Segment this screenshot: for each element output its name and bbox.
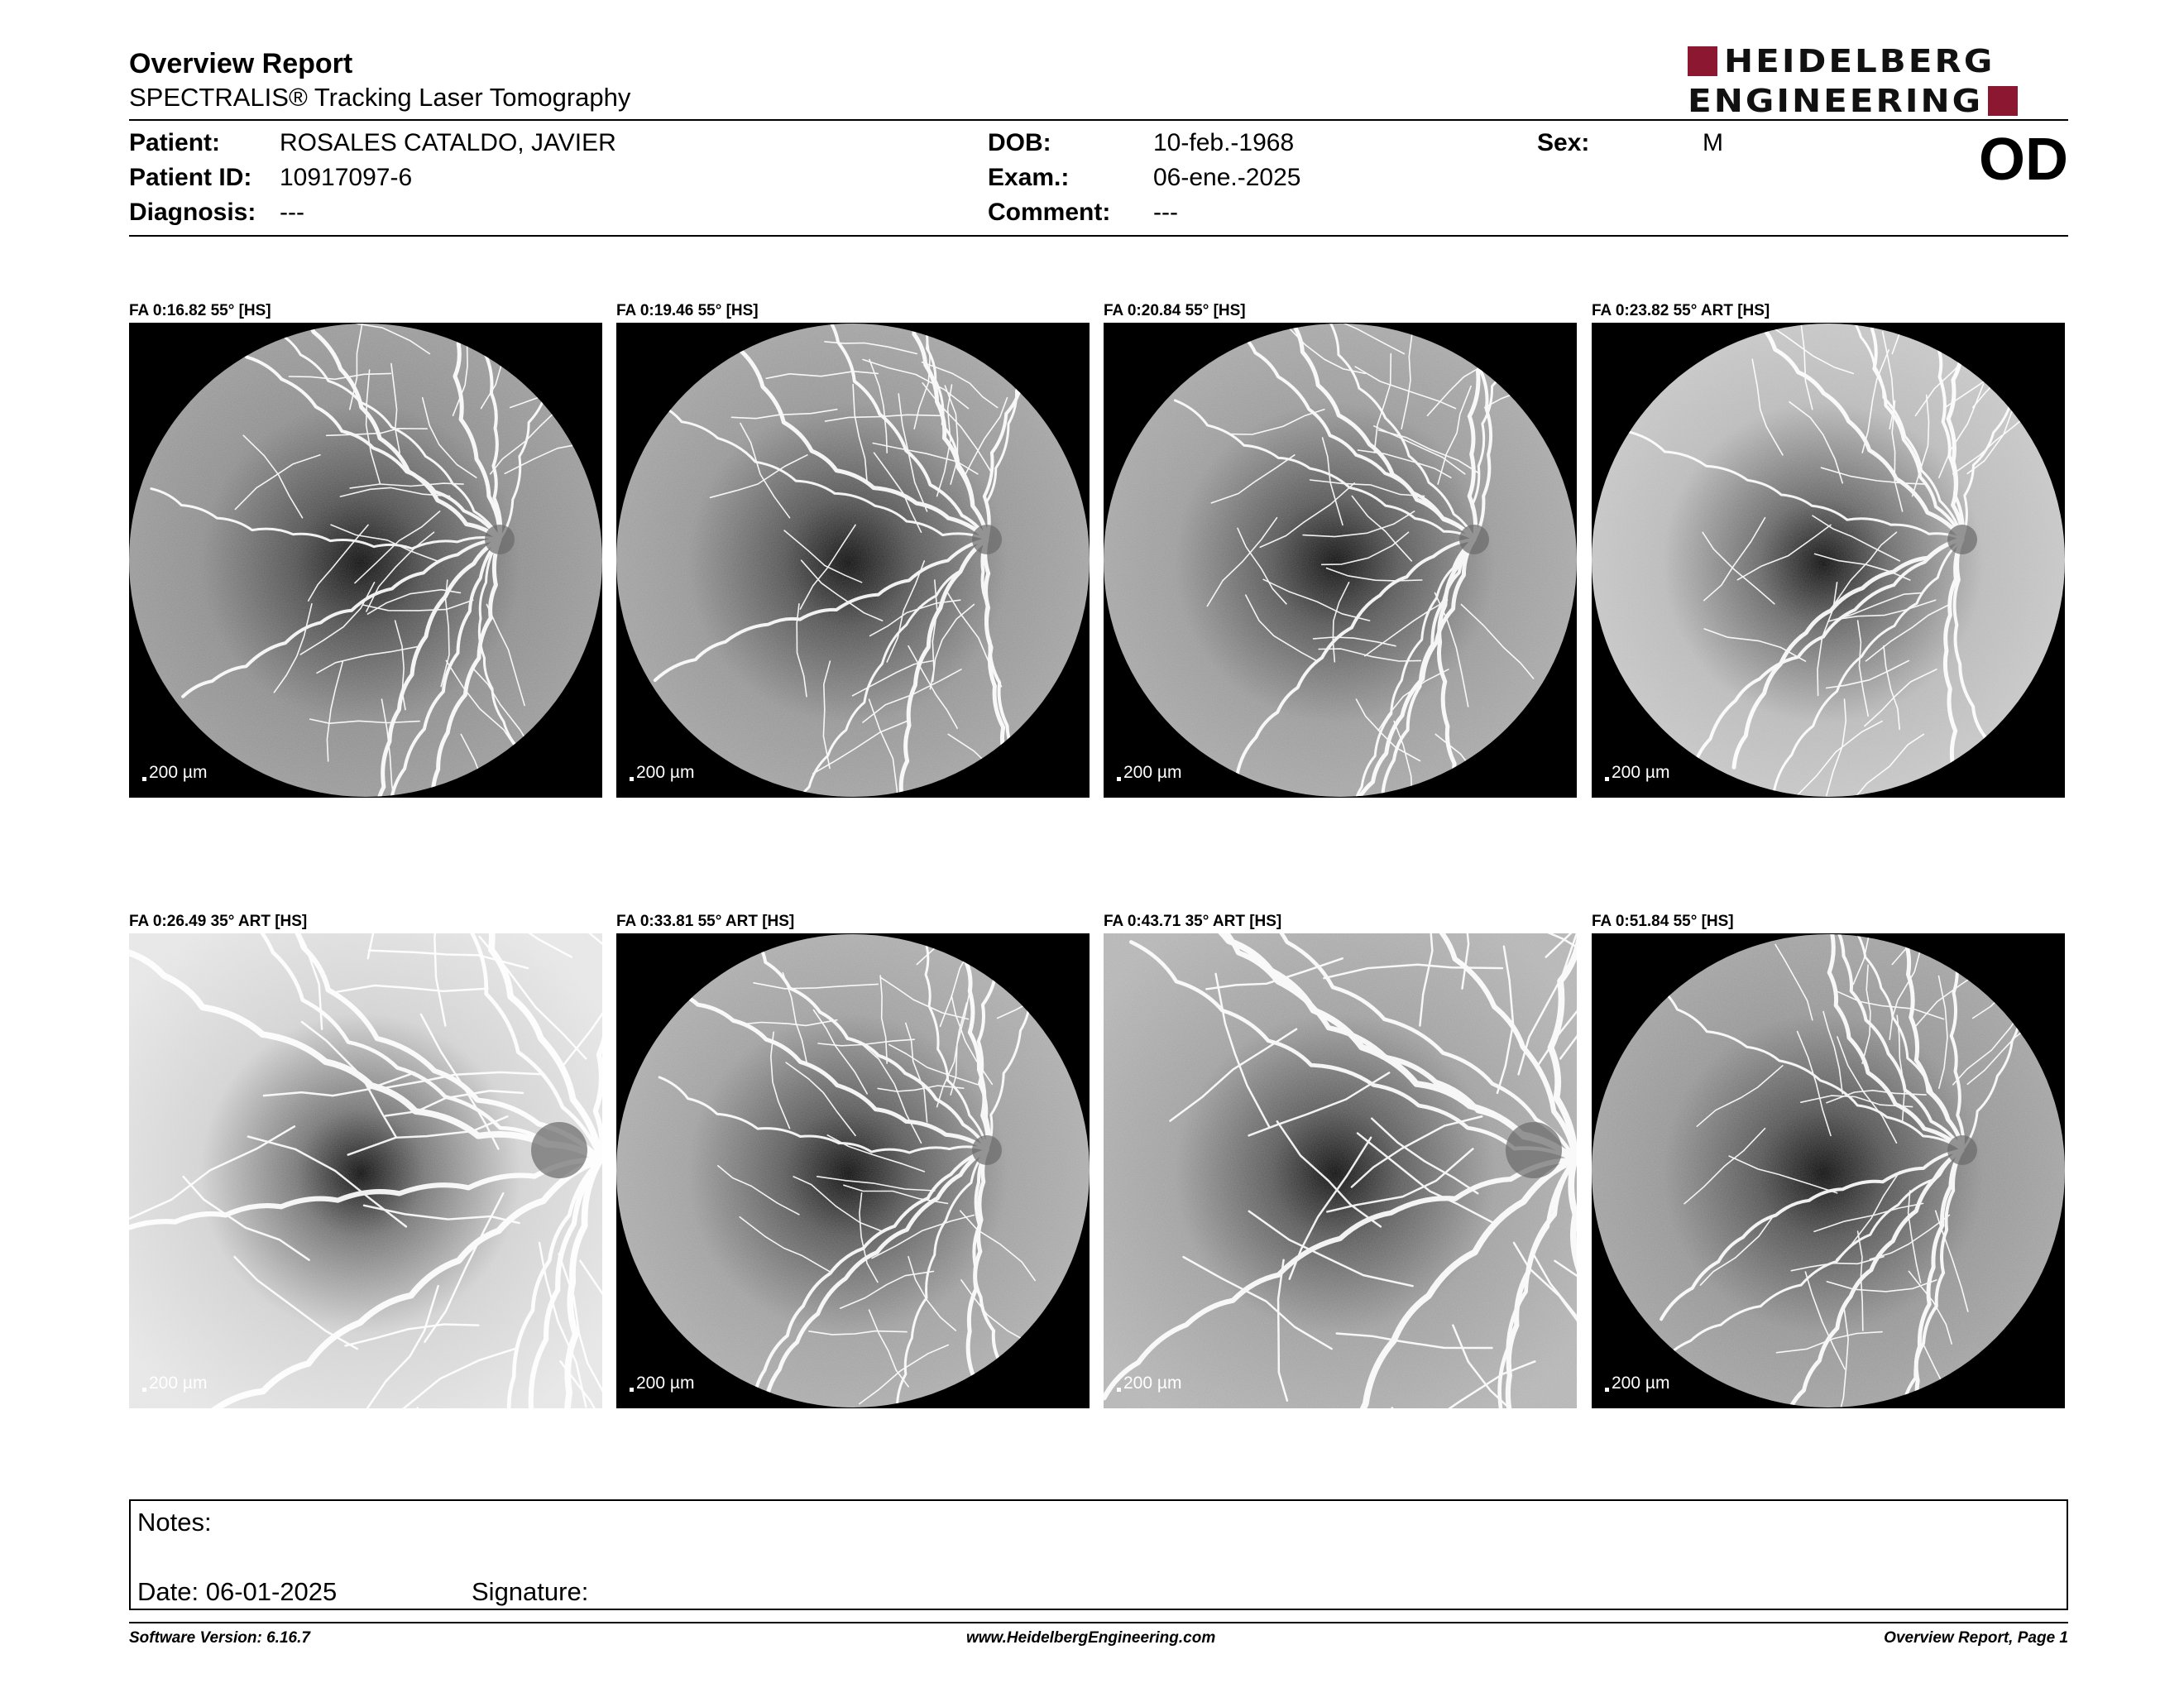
fundus-angiogram-image[interactable] <box>1592 323 2065 798</box>
signature-label: Signature: <box>472 1577 589 1606</box>
image-label: FA 0:51.84 55° [HS] <box>1592 913 1734 930</box>
website-link[interactable]: www.HeidelbergEngineering.com <box>966 1629 1216 1647</box>
dob-value: 10-feb.-1968 <box>1153 129 1295 156</box>
image-label: FA 0:23.82 55° ART [HS] <box>1592 302 1770 319</box>
scale-bar-label: 200 µm <box>1123 763 1182 782</box>
fundus-angiogram-image[interactable] <box>1592 933 2065 1408</box>
heidelberg-logo <box>1688 42 2070 120</box>
diagnosis-label: Diagnosis: <box>129 199 256 226</box>
scale-bar-label: 200 µm <box>636 763 695 782</box>
scale-bar-label: 200 µm <box>1612 763 1670 782</box>
exam-label: Exam.: <box>988 164 1070 191</box>
image-label: FA 0:33.81 55° ART [HS] <box>616 913 795 930</box>
scale-bar-icon <box>1605 777 1609 781</box>
scale-bar-label: 200 µm <box>149 763 208 782</box>
eye-indicator: OD <box>1979 127 2068 193</box>
patient-info-divider <box>129 235 2068 237</box>
patient-name: ROSALES CATALDO, JAVIER <box>280 129 616 156</box>
fundus-angiogram-image[interactable] <box>1104 323 1577 798</box>
diagnosis-value: --- <box>280 199 304 226</box>
patient-id: 10917097-6 <box>280 164 413 191</box>
report-title: Overview Report <box>129 48 353 79</box>
image-label: FA 0:16.82 55° [HS] <box>129 302 271 319</box>
image-label: FA 0:19.46 55° [HS] <box>616 302 759 319</box>
image-label: FA 0:26.49 35° ART [HS] <box>129 913 308 930</box>
page-number: Overview Report, Page 1 <box>1884 1629 2068 1647</box>
notes-label: Notes: <box>137 1508 212 1537</box>
date-label: Date: 06-01-2025 <box>137 1577 338 1606</box>
scale-bar-label: 200 µm <box>149 1374 208 1393</box>
logo-square-icon <box>1688 46 1717 76</box>
image-label: FA 0:20.84 55° [HS] <box>1104 302 1246 319</box>
logo-square-icon <box>1988 86 2018 116</box>
footer-divider <box>129 1622 2068 1623</box>
fundus-angiogram-image[interactable] <box>129 933 602 1408</box>
exam-value: 06-ene.-2025 <box>1153 164 1301 191</box>
fundus-angiogram-image[interactable] <box>1104 933 1577 1408</box>
scale-bar-icon <box>1117 1388 1121 1392</box>
scale-bar-label: 200 µm <box>1612 1374 1670 1393</box>
fundus-angiogram-image[interactable] <box>129 323 602 798</box>
scale-bar-icon <box>1605 1388 1609 1392</box>
scale-bar-icon <box>142 1388 146 1392</box>
fundus-angiogram-image[interactable] <box>616 323 1090 798</box>
scale-bar-icon <box>630 777 634 781</box>
header-divider <box>129 119 2068 121</box>
scale-bar-label: 200 µm <box>636 1374 695 1393</box>
logo-line1: HEIDELBERG <box>1724 42 1995 80</box>
software-version: Software Version: 6.16.7 <box>129 1629 310 1647</box>
dob-label: DOB: <box>988 129 1051 156</box>
scale-bar-icon <box>142 777 146 781</box>
image-label: FA 0:43.71 35° ART [HS] <box>1104 913 1282 930</box>
comment-value: --- <box>1153 199 1178 226</box>
scale-bar-icon <box>1117 777 1121 781</box>
scale-bar-icon <box>630 1388 634 1392</box>
report-subtitle: SPECTRALIS® Tracking Laser Tomography <box>129 83 631 112</box>
fundus-angiogram-image[interactable] <box>616 933 1090 1408</box>
comment-label: Comment: <box>988 199 1111 226</box>
sex-label: Sex: <box>1537 129 1590 156</box>
sex-value: M <box>1703 129 1723 156</box>
patient-id-label: Patient ID: <box>129 164 252 191</box>
logo-line2: ENGINEERING <box>1688 82 1984 120</box>
scale-bar-label: 200 µm <box>1123 1374 1182 1393</box>
patient-name-label: Patient: <box>129 129 221 156</box>
notes-box <box>129 1499 2068 1610</box>
